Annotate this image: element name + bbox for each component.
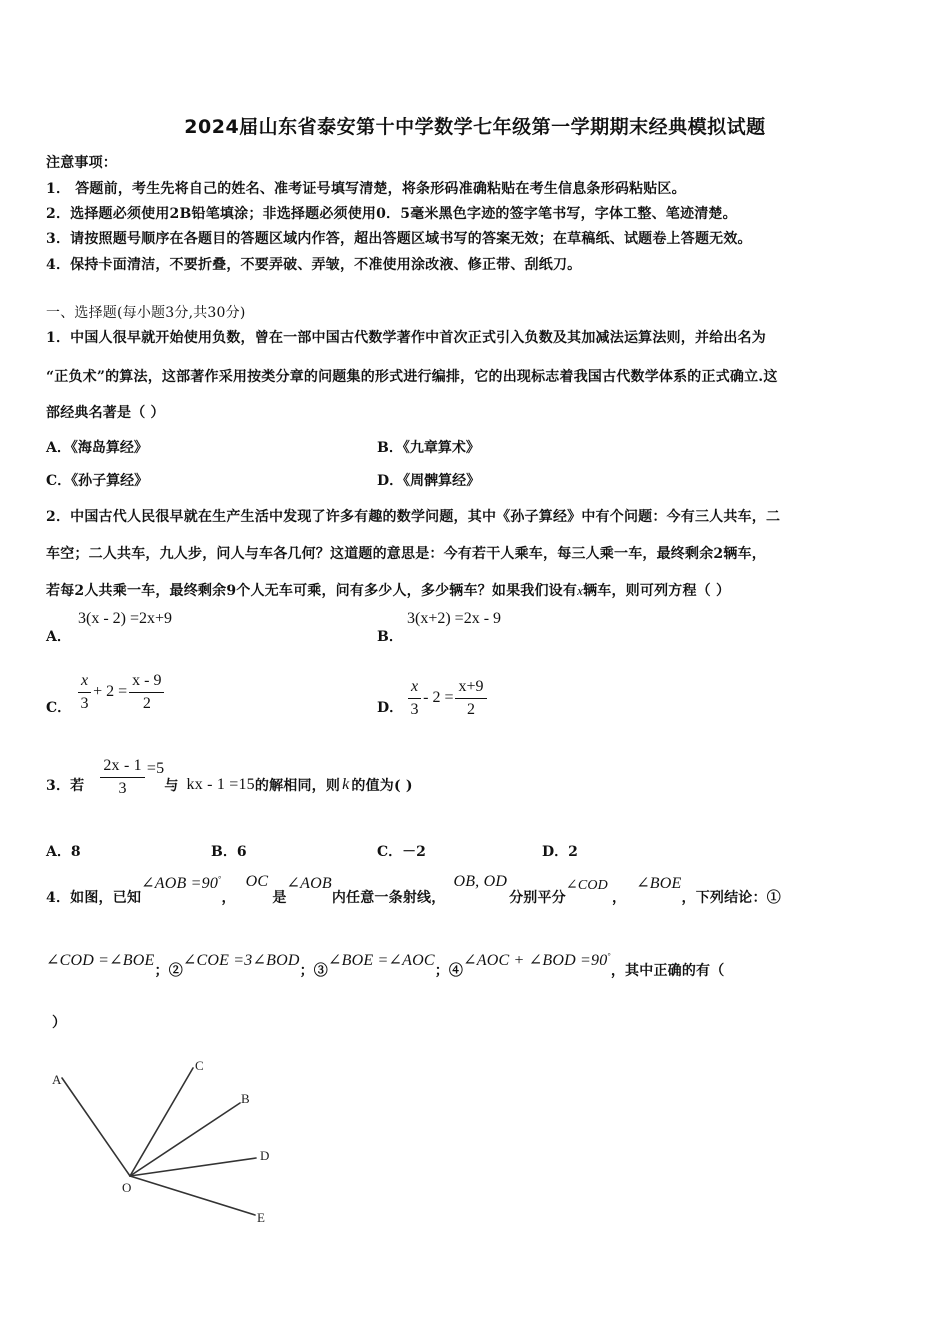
q4-line-1: 4．如图，已知∠AOB =90°，OC是∠AOB内任意一条射线，OB, OD分别平分∠COD，∠BOE，下列结论：①	[46, 873, 781, 906]
q2-line-3-before: 若每2人共乘一车，最终剩余9个人无车可乘，问有多少人，多少辆车？如果我们设有	[46, 583, 578, 599]
q2-variable-x: x	[577, 583, 584, 598]
notice-item-2: 2．选择题必须使用2B铅笔填涂；非选择题必须使用0．5毫米黑色字迹的签字笔书写，字体工整、笔迹清楚。	[46, 206, 737, 222]
ray-oa	[62, 1078, 130, 1176]
q2-line-1: 2．中国古代人民很早就在生产生活中发现了许多有趣的数学问题，其中《孙子算经》中有个问题：今有三人共车，二	[46, 509, 781, 525]
q1-option-c: C．《孙子算经》	[46, 473, 149, 489]
q2-option-d-equation: $\frac{x}{3}$ - 2 = $\frac{x+9}{2}$	[406, 678, 489, 719]
q4-close-paren: ）	[52, 1015, 67, 1031]
angle-figure	[40, 1048, 290, 1233]
ray-oe	[130, 1176, 255, 1215]
label-d: D	[260, 1148, 270, 1163]
q2-line-3	[46, 580, 730, 600]
q1-line-2: “正负术”的算法，这部著作采用按类分章的问题集的形式进行编排，它的出现标志着我国古代数学体系的正式确立.这	[46, 369, 778, 385]
notice-item-3: 3．请按照题号顺序在各题目的答题区域内作答，超出答题区域书写的答案无效；在草稿纸、试题卷上答题无效。	[46, 231, 752, 247]
notice-item-4: 4．保持卡面清洁，不要折叠，不要弄破、弄皱，不准使用涂改液、修正带、刮纸刀。	[46, 257, 582, 273]
q4-line-2: ∠COD =∠BOE；②∠COE =3∠BOD；③∠BOE =∠AOC；④∠AOC + ∠BOD =90°，其中正确的有（	[46, 951, 725, 979]
q2-option-a-label: A．	[46, 629, 71, 645]
ray-oc	[130, 1068, 193, 1176]
label-a: A	[52, 1072, 62, 1087]
notice-item-1: 1． 答题前，考生先将自己的姓名、准考证号填写清楚，将条形码准确粘贴在考生信息条形码粘贴区。	[46, 181, 686, 197]
label-o: O	[122, 1180, 132, 1195]
q3-option-c: C．－2	[377, 844, 426, 860]
notice-heading: 注意事项：	[46, 155, 117, 171]
label-b: B	[241, 1091, 250, 1106]
label-c: C	[195, 1058, 204, 1073]
q2-option-a-equation: 3(x - 2) =2x+9	[78, 610, 173, 627]
label-e: E	[257, 1210, 265, 1225]
q2-line-2: 车空；二人共车，九人步，问人与车各几何？这道题的意思是：今有若干人乘车，每三人乘一车，最终剩余2辆车，	[46, 546, 766, 562]
q1-option-a: A．《海岛算经》	[46, 440, 148, 456]
q3-line: 3．若 $\frac{2x - 1}{3}$ =5与 kx - 1 =15的解相同，则 k 的值为( )	[46, 757, 413, 797]
q2-option-c-label: C．	[46, 700, 72, 716]
q3-option-b: B．6	[211, 844, 247, 860]
ray-od	[130, 1158, 256, 1176]
q1-option-d: D．《周髀算经》	[377, 473, 481, 489]
q2-line-3-after: 辆车，则可列方程（ ）	[583, 583, 731, 599]
q3-option-a: A．8	[46, 844, 81, 860]
q1-line-3: 部经典名著是（ ）	[46, 405, 165, 421]
q2-option-d-label: D．	[377, 700, 404, 716]
ray-ob	[130, 1103, 240, 1176]
exam-title: 2024届山东省泰安第十中学数学七年级第一学期期末经典模拟试题	[184, 116, 766, 138]
q2-option-c-equation: $\frac{x}{3}$ + 2 = $\frac{x - 9}{2}$	[76, 672, 166, 713]
q1-option-b: B．《九章算术》	[377, 440, 480, 456]
q1-line-1: 1．中国人很早就开始使用负数，曾在一部中国古代数学著作中首次正式引入负数及其加减法运算法则，并给出名为	[46, 330, 766, 346]
q3-option-d: D．2	[542, 844, 578, 860]
q2-option-b-equation: 3(x+2) =2x - 9	[407, 610, 502, 627]
section-heading: 一、选择题(每小题3分,共30分)	[46, 305, 246, 321]
q2-option-b-label: B．	[377, 629, 403, 645]
